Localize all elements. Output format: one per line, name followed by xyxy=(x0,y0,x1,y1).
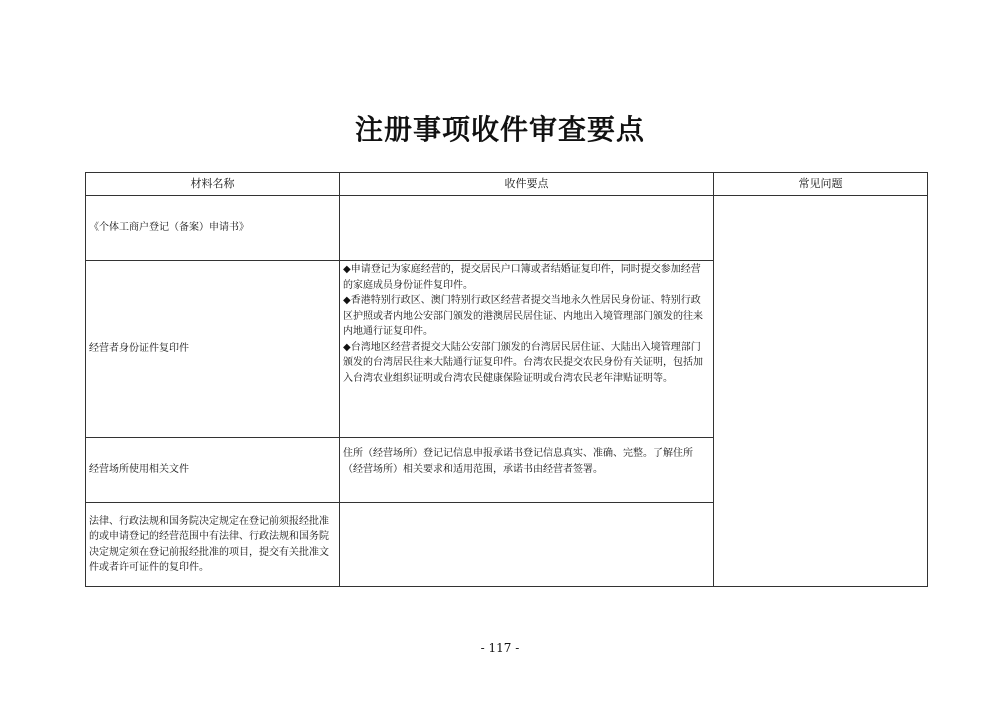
material-name-cell: 经营者身份证件复印件 xyxy=(86,261,340,438)
material-name-cell: 经营场所使用相关文件 xyxy=(86,438,340,503)
page-title: 注册事项收件审查要点 xyxy=(354,113,645,146)
material-name-cell: 法律、行政法规和国务院决定规定在登记前须报经批准的或申请登记的经营范围中有法律、行政法规和国务院决定规定须在登记前报经批准的项目，提交有关批准文件或者许可证件的复印件。 xyxy=(86,503,340,587)
header-common-issues: 常见问题 xyxy=(714,173,928,196)
key-points-cell xyxy=(340,196,714,261)
common-issues-cell xyxy=(714,196,928,587)
table-header-row xyxy=(86,173,928,196)
key-points-cell xyxy=(340,503,714,587)
header-key-points: 收件要点 xyxy=(340,173,714,196)
material-name-cell: 《个体工商户登记（备案）申请书》 xyxy=(86,196,340,261)
key-point-item: ◆申请登记为家庭经营的，提交居民户口簿或者结婚证复印件，同时提交参加经营的家庭成员身份证件复印件。 xyxy=(343,264,701,291)
key-points-cell xyxy=(340,261,714,438)
key-point-item: ◆香港特别行政区、澳门特别行政区经营者提交当地永久性居民身份证、特别行政区护照或者内地公安部门颁发的港澳居民居住证、内地出入境管理部门颁发的往来内地通行证复印件。 xyxy=(343,295,703,337)
key-point-item: 住所（经营场所）登记记信息申报承诺书登记信息真实、准确、完整。了解住所（经营场所）相关要求和适用范围，承诺书由经营者签署。 xyxy=(343,448,693,475)
header-material-name: 材料名称 xyxy=(86,173,340,196)
review-table xyxy=(85,172,928,587)
key-point-item: ◆台湾地区经营者提交大陆公安部门颁发的台湾居民居住证、大陆出入境管理部门颁发的台湾居民往来大陆通行证复印件。台湾农民提交农民身份有关证明，包括加入台湾农业组织证明或台湾农民健康保险证明或台湾农民老年津贴证明等。 xyxy=(343,341,703,384)
table-row xyxy=(86,196,928,261)
key-points-cell xyxy=(340,438,714,503)
page-number: - 117 - xyxy=(480,641,520,655)
